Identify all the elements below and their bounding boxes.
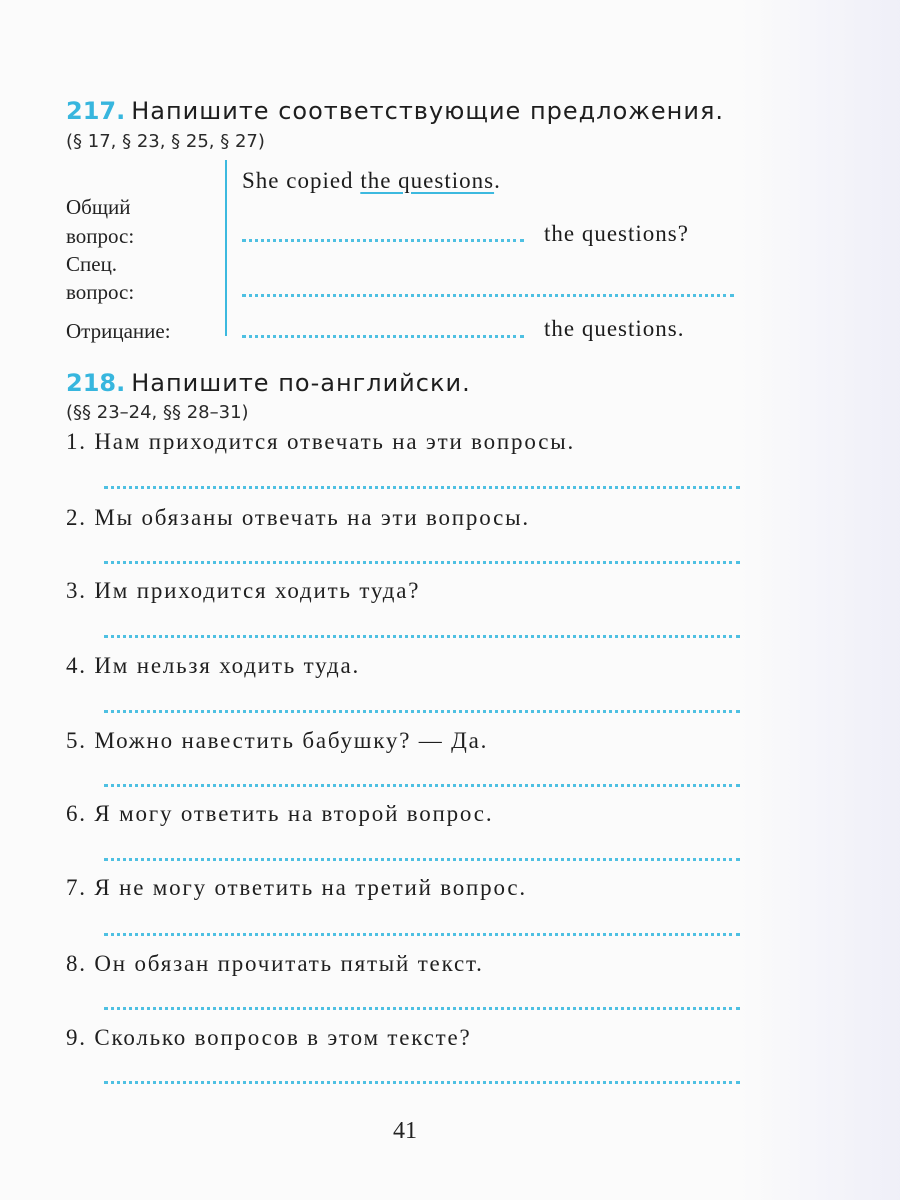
answer-line-8[interactable] [104,1007,740,1010]
answer-line-special[interactable] [242,294,734,297]
answer-line-5[interactable] [104,784,740,787]
answer-line-6[interactable] [104,858,740,861]
exercise-218-title: Напишите по-английски. [131,369,471,397]
label-general-2: вопрос: [66,224,135,248]
exercise-218-refs: (§§ 23–24, §§ 28–31) [66,402,249,423]
negative-ending: the questions. [544,316,685,341]
exercise-217-refs: (§ 17, § 23, § 25, § 27) [66,131,265,152]
task-item-9: 9. Сколько вопросов в этом тексте? [66,1025,472,1050]
model-sentence-end: . [494,168,501,193]
answer-line-9[interactable] [104,1081,740,1084]
exercise-218-heading [66,369,471,397]
answer-line-3[interactable] [104,635,740,638]
task-item-8: 8. Он обязан прочитать пятый текст. [66,951,484,976]
label-general-1: Общий [66,195,131,219]
task-item-7: 7. Я не могу ответить на третий вопрос. [66,875,527,900]
task-item-4: 4. Им нельзя ходить туда. [66,653,361,678]
answer-line-7[interactable] [104,933,740,936]
facing-page-shadow [740,0,900,1200]
task-item-3: 3. Им приходится ходить туда? [66,578,421,603]
task-item-6: 6. Я могу ответить на второй вопрос. [66,801,494,826]
answer-line-negative[interactable] [242,335,524,338]
label-negative: Отрицание: [66,319,171,343]
answer-line-general[interactable] [242,239,524,242]
label-special-2: вопрос: [66,280,135,304]
answer-line-4[interactable] [104,710,740,713]
task-item-2: 2. Мы обязаны отвечать на эти вопросы. [66,505,530,530]
page-number: 41 [393,1118,417,1144]
answer-line-1[interactable] [104,486,740,489]
table-divider [225,160,227,336]
general-question-ending: the questions? [544,221,689,246]
exercise-217-number: 217. [66,97,126,125]
answer-line-2[interactable] [104,561,740,564]
label-special-1: Спец. [66,252,118,276]
model-sentence-underlined: the questions [360,168,495,193]
task-item-1: 1. Нам приходится отвечать на эти вопросы. [66,429,576,454]
task-item-5: 5. Можно навестить бабушку? — Да. [66,728,489,753]
exercise-217-heading [66,97,724,125]
model-sentence [242,168,501,194]
exercise-218-number: 218. [66,369,126,397]
model-sentence-start: She copied [242,168,361,193]
exercise-217-title: Напишите соответствующие предложения. [131,97,725,125]
